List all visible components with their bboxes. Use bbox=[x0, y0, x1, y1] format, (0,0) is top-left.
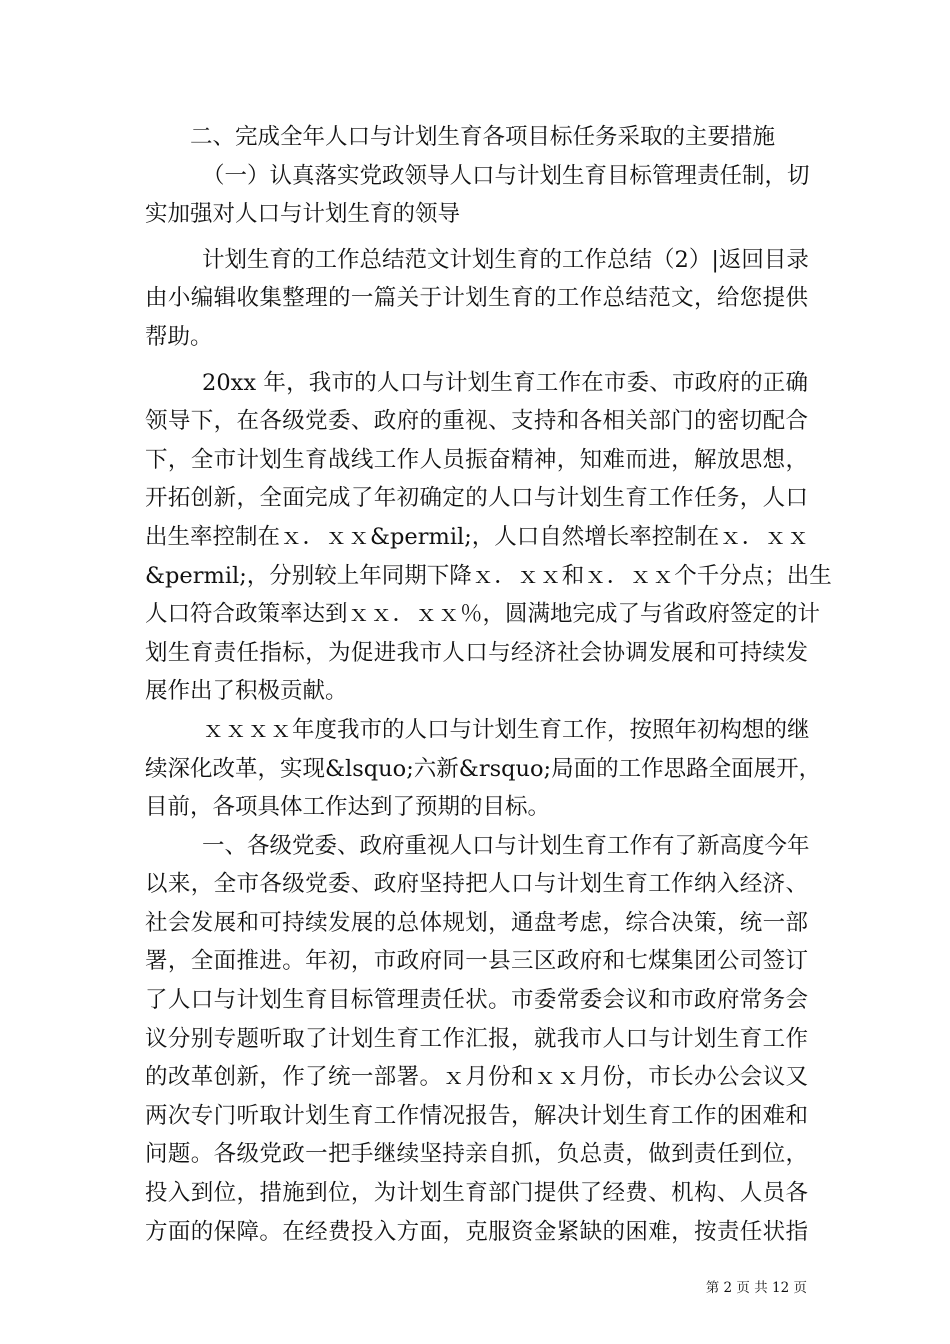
text-line: 社会发展和可持续发展的总体规划，通盘考虑，综合决策，统一部 bbox=[145, 909, 808, 936]
text-line: 一、各级党委、政府重视人口与计划生育工作有了新高度今年 bbox=[202, 832, 810, 859]
text-line: 由小编辑收集整理的一篇关于计划生育的工作总结范文，给您提供 bbox=[145, 285, 808, 312]
text-line: 了人口与计划生育目标管理责任状。市委常委会议和市政府常务会 bbox=[145, 987, 808, 1014]
text-line: 两次专门听取计划生育工作情况报告，解决计划生育工作的困难和 bbox=[145, 1102, 808, 1129]
text-line: 划生育责任指标，为促进我市人口与经济社会协调发展和可持续发 bbox=[145, 639, 808, 666]
body-paragraph bbox=[145, 827, 808, 1252]
subsection-heading bbox=[145, 157, 808, 234]
text-line: 署，全面推进。年初，市政府同一县三区政府和七煤集团公司签订 bbox=[145, 948, 808, 975]
text-line: ｘｘｘｘ年度我市的人口与计划生育工作，按照年初构想的继 bbox=[202, 716, 810, 743]
text-line: 续深化改革，实现&lsquo;六新&rsquo;局面的工作思路全面展开， bbox=[145, 755, 822, 782]
intro-paragraph bbox=[145, 241, 808, 357]
text-line: 问题。各级党政一把手继续坚持亲自抓，负总责，做到责任到位， bbox=[145, 1141, 808, 1168]
text-line: 二、完成全年人口与计划生育各项目标任务采取的主要措施 bbox=[190, 124, 776, 150]
text-line: 帮助。 bbox=[145, 323, 213, 350]
text-line: 出生率控制在ｘ．ｘｘ&permil;，人口自然增长率控制在ｘ．ｘｘ bbox=[145, 523, 810, 550]
body-paragraph bbox=[145, 364, 832, 711]
page-number: 第 2 页 共 12 页 bbox=[705, 1280, 807, 1296]
body-paragraph bbox=[145, 711, 822, 827]
text-line: 以来，全市各级党委、政府坚持把人口与计划生育工作纳入经济、 bbox=[145, 871, 808, 898]
document-body bbox=[145, 118, 832, 1251]
section-heading bbox=[145, 118, 808, 157]
text-line: 目前，各项具体工作达到了预期的目标。 bbox=[145, 794, 551, 821]
text-line: &permil;，分别较上年同期下降ｘ．ｘｘ和ｘ．ｘｘ个千分点；出生 bbox=[145, 562, 832, 589]
text-line: 下，全市计划生育战线工作人员振奋精神，知难而进，解放思想， bbox=[145, 446, 808, 473]
text-line: 20xx 年，我市的人口与计划生育工作在市委、市政府的正确 bbox=[202, 369, 808, 396]
text-line: 计划生育的工作总结范文计划生育的工作总结（2）|返回目录 bbox=[202, 246, 809, 273]
text-line: 开拓创新，全面完成了年初确定的人口与计划生育工作任务，人口 bbox=[145, 485, 808, 512]
text-line: 实加强对人口与计划生育的领导 bbox=[145, 201, 461, 228]
text-line: 方面的保障。在经费投入方面，克服资金紧缺的困难，按责任状指 bbox=[145, 1218, 808, 1245]
text-line: 投入到位，措施到位，为计划生育部门提供了经费、机构、人员各 bbox=[145, 1180, 808, 1207]
text-line: 议分别专题听取了计划生育工作汇报，就我市人口与计划生育工作 bbox=[145, 1025, 808, 1052]
text-line: 展作出了积极贡献。 bbox=[145, 678, 348, 705]
text-line: 人口符合政策率达到ｘｘ．ｘｘ％，圆满地完成了与省政府签定的计 bbox=[145, 601, 821, 628]
text-line: 的改革创新，作了统一部署。ｘ月份和ｘｘ月份，市长办公会议又 bbox=[145, 1064, 808, 1091]
text-line: 领导下，在各级党委、政府的重视、支持和各相关部门的密切配合 bbox=[145, 408, 808, 435]
text-line: （一）认真落实党政领导人口与计划生育目标管理责任制，切 bbox=[202, 162, 810, 189]
